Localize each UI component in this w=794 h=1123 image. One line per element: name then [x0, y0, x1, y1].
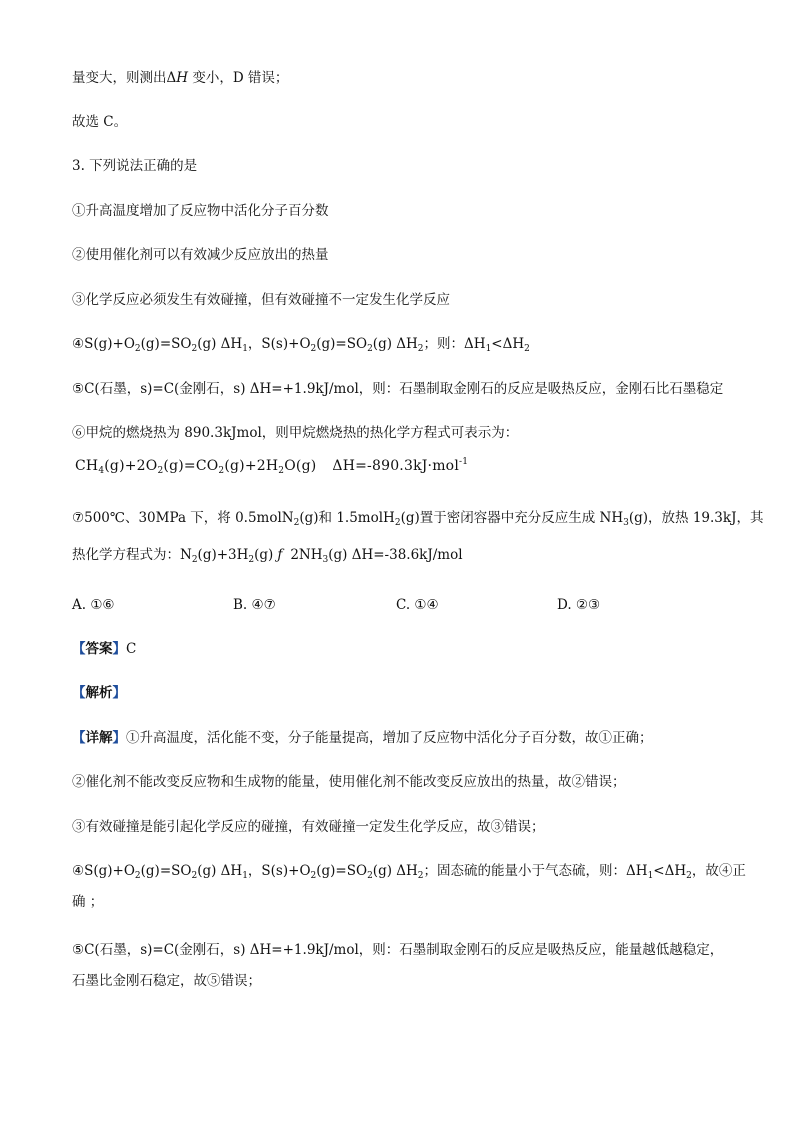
statement-7-equation: 热化学方程式为：$N_2(g)+3H_2(g)$ ƒ $2NH_3(g)$ ΔH=-38.6kJ/mol: [72, 547, 463, 565]
answer-line: [72, 640, 136, 658]
statement-3: ③化学反应必须发生有效碰撞，但有效碰撞不一定发生化学反应: [72, 292, 450, 308]
answer-heading: 【答案】: [72, 641, 126, 657]
detail-4-continued: 确 ；: [72, 894, 104, 910]
statement-6: ⑥甲烷的燃烧热为 890.3kJmol，则甲烷燃烧热的热化学方程式可表示为：: [72, 425, 519, 441]
detail-heading: 【详解】: [72, 730, 126, 746]
statement-7: ⑦500℃、30MPa 下，将 0.5molN$_2$(g)和 1.5molH$_2$(g)置于密闭容器中充分反应生成 $NH_3(g)$，放热 19.3kJ，其: [72, 510, 764, 528]
option-b: B. ④⑦: [233, 597, 276, 613]
detail-5: ⑤C(石墨，s)=C(金刚石，s) ΔH=+1.9kJ/mol，则：石墨制取金刚石的反应是吸热反应，能量越低越稳定，: [72, 942, 724, 958]
detail-1: 【详解】①升高温度，活化能不变，分子能量提高，增加了反应物中活化分子百分数，故①正确；: [72, 730, 653, 746]
question-title: 3. 下列说法正确的是: [72, 158, 198, 174]
detail-5-continued: 石墨比金刚石稳定，故⑤错误；: [72, 973, 261, 989]
equilibrium-arrow-glyph: ƒ: [277, 547, 283, 563]
prev-answer-line: 量变大，则测出ΔH 变小，D 错误；: [72, 70, 289, 86]
option-c: C. ①④: [396, 597, 439, 613]
option-d: D. ②③: [557, 597, 601, 613]
analysis-heading: 【解析】: [72, 685, 126, 701]
statement-4: $④S(g)+O_2(g)=SO_2(g)$ $\Delta H_1$，$S(s)+O_2(g)=SO_2(g)$ $\Delta H_2$；则：$\Delta H_1<\Delta H_2$: [72, 336, 530, 354]
statement-1: ①升高温度增加了反应物中活化分子百分数: [72, 203, 329, 219]
detail-3: ③有效碰撞是能引起化学反应的碰撞，有效碰撞一定发生化学反应，故③错误；: [72, 819, 545, 835]
option-a: A. ①⑥: [72, 597, 115, 613]
statement-2: ②使用催化剂可以有效减少反应放出的热量: [72, 247, 329, 263]
detail-2: ②催化剂不能改变反应物和生成物的能量，使用催化剂不能改变反应放出的热量，故②错误；: [72, 774, 626, 790]
methane-combustion-equation: $CH_4(g)+2O_2(g)=CO_2(g)+2H_2O(g)$ ΔH=-890.3kJ·mol$^{-1}$: [75, 457, 469, 476]
statement-5: ⑤C(石墨，s)=C(金刚石，s) ΔH=+1.9kJ/mol，则：石墨制取金刚石的反应是吸热反应，金刚石比石墨稳定: [72, 381, 724, 397]
answer-value: C: [126, 641, 137, 657]
detail-4: $④S(g)+O_2(g)=SO_2(g)$ $\Delta H_1$，$S(s)+O_2(g)=SO_2(g)$ $\Delta H_2$；固态硫的能量小于气态硫，则：$\Delta H_1<\Delta H_2$，故④正: [72, 863, 746, 881]
prev-conclusion: 故选 C。: [72, 114, 128, 130]
